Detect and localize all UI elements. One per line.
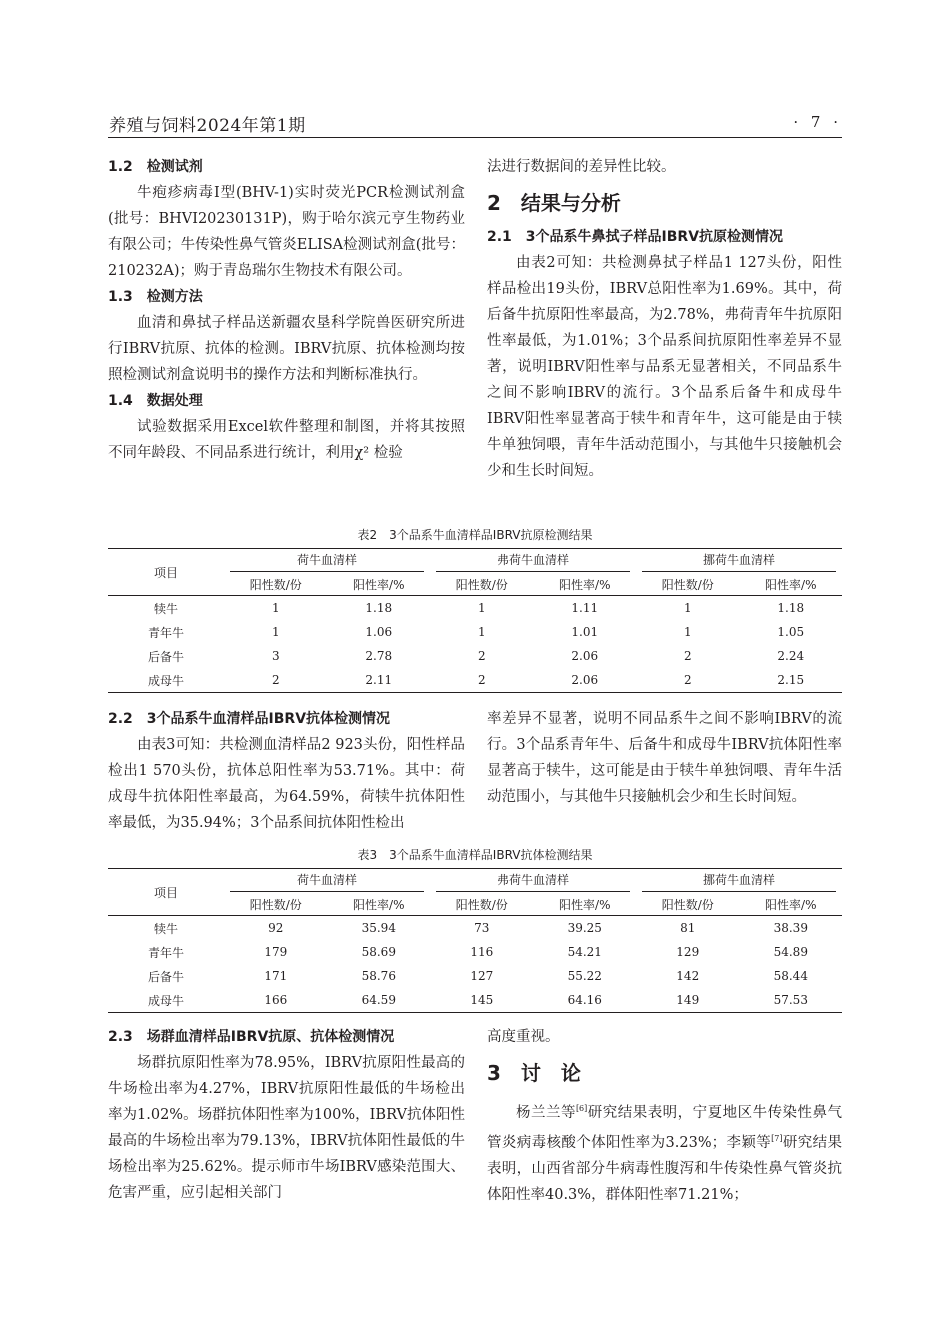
table-cell: 1 [683, 625, 692, 639]
table-subheader: 阳性率/% [328, 573, 430, 596]
table-cell: 1 [271, 625, 280, 639]
table-cell: 3 [271, 649, 280, 663]
section-2-2-continued: 率差异不显著，说明不同品系牛之间不影响IBRV的流行。3个品系青年牛、后备牛和成母牛IBRV抗体阳性率显著高于犊牛，这可能是由于犊牛单独饲喂、青年牛活动范围小，与其他牛只接触机会少和生长时间短。 [487, 711, 842, 805]
table-cell: 2.15 [740, 668, 842, 693]
table-cell: 35.94 [361, 921, 396, 935]
table-cell: 1 [271, 601, 280, 615]
table-subheader: 阳性率/% [328, 893, 430, 916]
table-cell: 2 [683, 649, 692, 663]
table-cell: 54.89 [773, 945, 808, 959]
table-cell: 2 [430, 668, 534, 693]
table-group-header: 挪荷牛血清样 [636, 869, 842, 894]
table-cell: 1 [477, 625, 486, 639]
table-2-caption: 表2 3个品系牛血清样品IBRV抗原检测结果 [357, 528, 593, 542]
table-subheader: 阳性率/% [534, 573, 636, 596]
left-column-2 [108, 706, 465, 836]
table-cell: 后备牛 [147, 969, 184, 984]
table-cell: 127 [470, 969, 494, 983]
right-column-2 [487, 706, 842, 810]
table-cell: 2.78 [365, 649, 393, 663]
section-2-1-text: 由表2可知：共检测鼻拭子样品1 127头份，阳性样品检出19头份，IBRV总阳性率为1.69%。其中，荷后备牛抗原阳性率最高，为2.78%，弗荷青年牛抗原阳性率最低，为1.01%；3个品系间抗原阳性率差异不显著，说明IBRV阳性率与品系无显著相关，不同品系牛之间不影响IBRV的流行。3个品系后备牛和成母牛IBRV阳性率显著高于犊牛和青年牛，这可能是由于犊牛单独饲喂，青年牛活动范围小，与其他牛只接触机会少和生长时间短。 [487, 255, 842, 479]
section-1-4-heading: 1.4 数据处理 [108, 393, 203, 409]
table-row [108, 988, 842, 1013]
table-row [108, 964, 842, 988]
table-subheader: 阳性数/份 [636, 893, 740, 916]
table-cell: 成母牛 [108, 668, 224, 693]
section-2-3-text: 场群抗原阳性率为78.95%，IBRV抗原阳性最高的牛场检出率为4.27%，IBRV抗原阳性最低的牛场检出率为1.02%。场群抗体阳性率为100%，IBRV抗体阳性最高的牛场检出率为79.13%，IBRV抗体阳性最低的牛场检出率为25.62%。提示师市牛场IBRV感染范围大、危害严重，应引起相关部门 [108, 1055, 465, 1201]
table-cell: 2 [636, 668, 740, 693]
right-column-1 [487, 154, 842, 484]
table-cell: 81 [680, 921, 696, 935]
table-row [108, 668, 842, 693]
table-cell: 犊牛 [153, 921, 178, 936]
table-cell: 64.59 [328, 988, 430, 1013]
section-3-heading: 3 讨 论 [487, 1061, 581, 1085]
table-cell: 青年牛 [147, 945, 184, 960]
continued-text: 法进行数据间的差异性比较。 [487, 159, 676, 175]
table-header-item: 项目 [108, 869, 224, 916]
table-cell: 1 [683, 601, 692, 615]
table-cell: 64.16 [534, 988, 636, 1013]
left-column-3 [108, 1024, 465, 1206]
section-2-1-heading: 2.1 3个品系牛鼻拭子样品IBRV抗原检测情况 [487, 229, 784, 245]
table-cell: 2.06 [571, 649, 599, 663]
table-cell: 2.11 [328, 668, 430, 693]
citation-ref: [6] [575, 1104, 588, 1113]
section-1-2-text: 牛疱疹病毒Ⅰ型(BHV-1)实时荧光PCR检测试剂盒(批号：BHVI20230131P)，购于哈尔滨元亨生物药业有限公司；牛传染性鼻气管炎ELISA检测试剂盒(批号：210232A)；购于青岛瑞尔生物技术有限公司。 [108, 185, 465, 279]
left-column-1 [108, 154, 465, 466]
table-2 [108, 548, 842, 693]
table-group-header: 荷牛血清样 [224, 549, 430, 574]
table-cell: 58.44 [773, 969, 808, 983]
section-1-3-text: 血清和鼻拭子样品送新疆农垦科学院兽医研究所进行IBRV抗原、抗体的检测。IBRV抗原、抗体检测均按照检测试剂盒说明书的操作方法和判断标准执行。 [108, 315, 465, 383]
table-cell: 1.06 [365, 625, 393, 639]
table-subheader: 阳性率/% [740, 573, 842, 596]
table-subheader: 阳性数/份 [636, 573, 740, 596]
table-header-item: 项目 [108, 549, 224, 596]
section-2-2-text: 由表3可知：共检测血清样品2 923头份，阳性样品检出1 570头份，抗体总阳性率为53.71%。其中：荷成母牛抗体阳性率最高，为64.59%，荷犊牛抗体阳性率最低，为35.94%；3个品系间抗体阳性检出 [108, 737, 465, 831]
table-cell: 55.22 [567, 969, 602, 983]
table-cell: 39.25 [567, 921, 602, 935]
table-cell: 1.11 [571, 601, 599, 615]
table-cell: 后备牛 [147, 649, 184, 664]
table-cell: 1.05 [777, 625, 805, 639]
table-cell: 1.18 [777, 601, 805, 615]
table-cell: 2.06 [534, 668, 636, 693]
table-cell: 成母牛 [108, 988, 224, 1013]
table-cell: 58.76 [361, 969, 396, 983]
table-cell: 142 [676, 969, 700, 983]
table-subheader: 阳性率/% [534, 893, 636, 916]
table-cell: 57.53 [740, 988, 842, 1013]
table-cell: 116 [470, 945, 494, 959]
section-2-heading: 2 结果与分析 [487, 191, 621, 215]
table-subheader: 阳性率/% [740, 893, 842, 916]
journal-header: 养殖与饲料2024年第1期 [109, 116, 306, 136]
table-row [108, 916, 842, 941]
table-cell: 179 [264, 945, 288, 959]
table-cell: 149 [636, 988, 740, 1013]
citation-ref: [7] [771, 1133, 783, 1143]
table-cell: 73 [474, 921, 490, 935]
table-cell: 166 [224, 988, 328, 1013]
table-group-header: 弗荷牛血清样 [430, 869, 636, 894]
table-cell: 青年牛 [147, 625, 184, 640]
section-1-2-heading: 1.2 检测试剂 [108, 159, 203, 175]
table-cell: 54.21 [567, 945, 602, 959]
table-cell: 38.39 [773, 921, 808, 935]
section-2-3-heading: 2.3 场群血清样品IBRV抗原、抗体检测情况 [108, 1029, 395, 1045]
table-cell: 58.69 [361, 945, 396, 959]
section-1-4-text: 试验数据采用Excel软件整理和制图，并将其按照不同年龄段、不同品系进行统计，利用χ² 检验 [108, 419, 465, 461]
table-row [108, 620, 842, 644]
table-cell: 1 [477, 601, 486, 615]
table-cell: 1.01 [571, 625, 599, 639]
table-subheader: 阳性数/份 [224, 573, 328, 596]
table-cell: 2.24 [777, 649, 805, 663]
table-subheader: 阳性数/份 [430, 573, 534, 596]
table-group-header: 弗荷牛血清样 [430, 549, 636, 574]
table-row [108, 940, 842, 964]
table-group-header: 挪荷牛血清样 [636, 549, 842, 574]
table-row [108, 644, 842, 668]
table-cell: 171 [264, 969, 288, 983]
page-number: · 7 · [793, 113, 842, 131]
table-row [108, 596, 842, 621]
table-cell: 145 [430, 988, 534, 1013]
table-cell: 1.18 [365, 601, 393, 615]
section-2-3-continued: 高度重视。 [487, 1029, 560, 1045]
section-2-2-heading: 2.2 3个品系牛血清样品IBRV抗体检测情况 [108, 711, 391, 727]
table-cell: 2 [477, 649, 486, 663]
header-rule [108, 137, 842, 138]
table-3-caption: 表3 3个品系牛血清样品IBRV抗体检测结果 [357, 848, 593, 862]
section-1-3-heading: 1.3 检测方法 [108, 289, 203, 305]
table-cell: 2 [224, 668, 328, 693]
table-3 [108, 868, 842, 1013]
table-cell: 129 [676, 945, 700, 959]
table-cell: 犊牛 [153, 601, 178, 616]
section-3-text: 杨兰兰等[6]研究结果表明，宁夏地区牛传染性鼻气管炎病毒核酸个体阳性率为3.23%；李颖等[7]研究结果表明，山西省部分牛病毒性腹泻和牛传染性鼻气管炎抗体阳性率40.3%，群体阳性率71.21%； [487, 1104, 843, 1203]
table-subheader: 阳性数/份 [430, 893, 534, 916]
table-group-header: 荷牛血清样 [224, 869, 430, 894]
table-subheader: 阳性数/份 [224, 893, 328, 916]
table-cell: 92 [268, 921, 284, 935]
right-column-3 [487, 1024, 842, 1208]
